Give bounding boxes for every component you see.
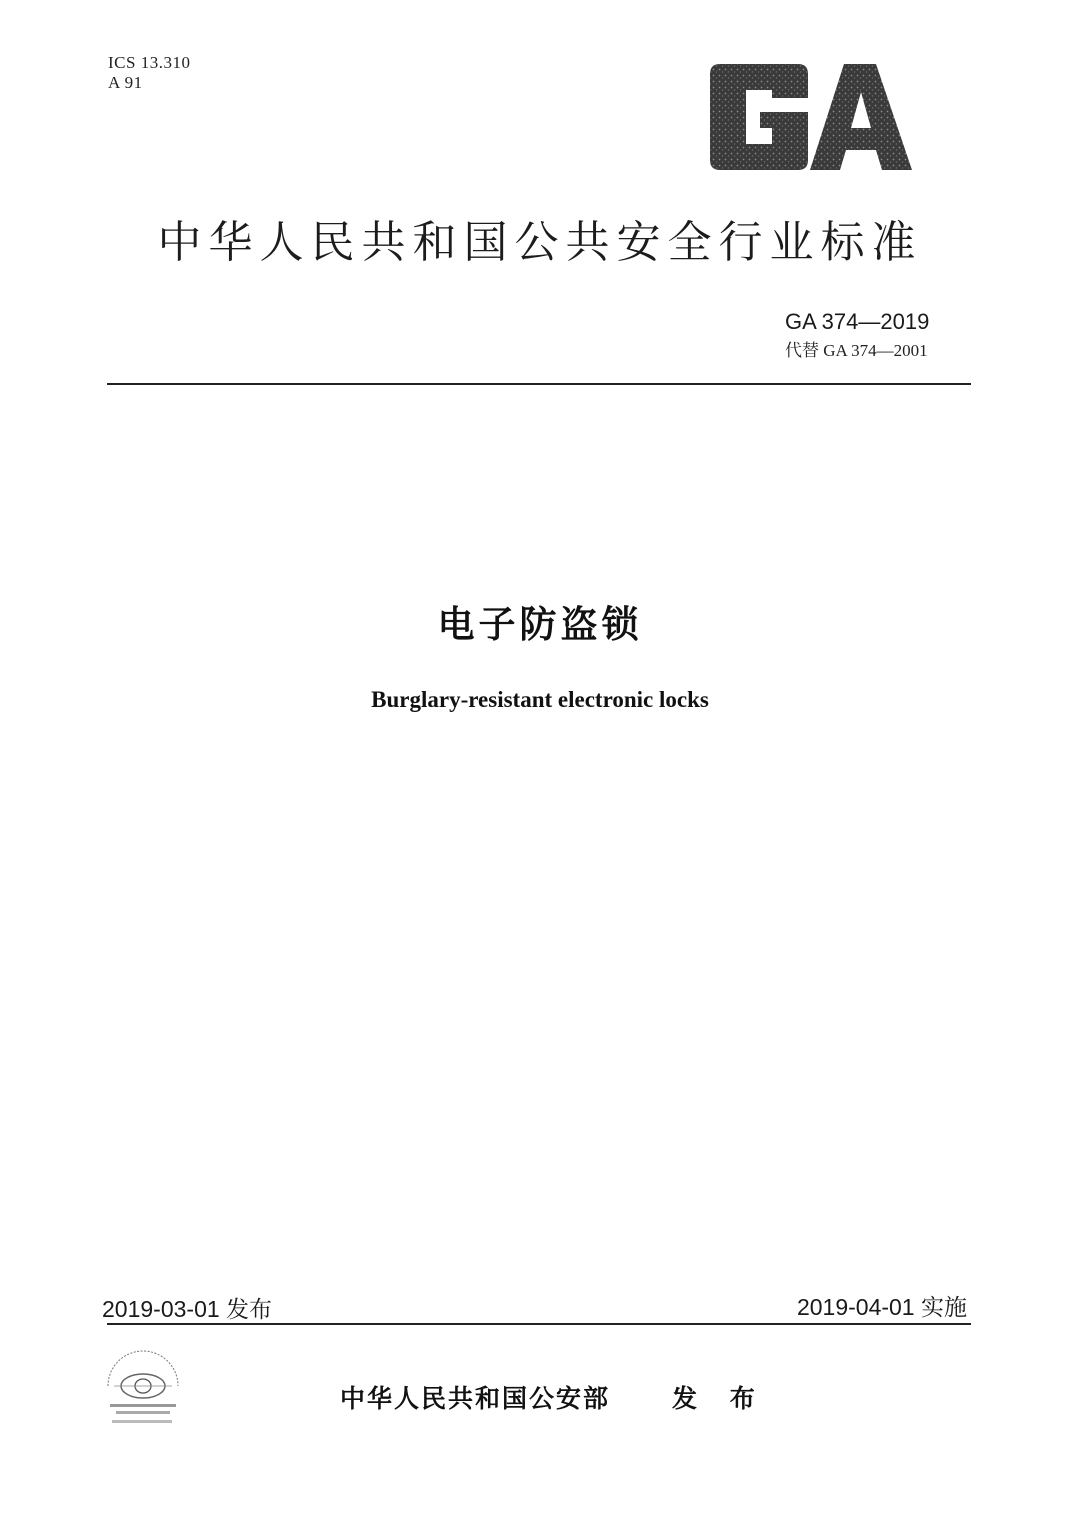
standard-number — [785, 309, 929, 335]
anti-counterfeit-seal-icon — [98, 1346, 188, 1434]
ga-logo — [706, 62, 916, 172]
publisher-name: 中华人民共和国公安部 — [340, 1384, 611, 1413]
document-title-english: Burglary-resistant electronic locks — [371, 687, 709, 712]
header-divider — [107, 383, 971, 385]
ics-code: ICS 13.310 — [108, 53, 191, 72]
classification-codes — [108, 53, 190, 93]
issue-date: 2019-03-01 发布 — [102, 1296, 273, 1322]
footer-divider — [107, 1323, 971, 1325]
replaces-standard: 代替 GA 374—2001 — [785, 341, 928, 360]
industry-standard-title: 中华人民共和国公共安全行业标准 — [157, 217, 923, 268]
standard-number-text: GA 374—2019 — [785, 309, 930, 334]
implementation-date: 2019-04-01 实施 — [796, 1294, 967, 1320]
publish-label: 发 布 — [672, 1384, 767, 1413]
document-title-chinese: 电子防盗锁 — [437, 603, 643, 646]
ccs-code: A 91 — [108, 73, 143, 92]
